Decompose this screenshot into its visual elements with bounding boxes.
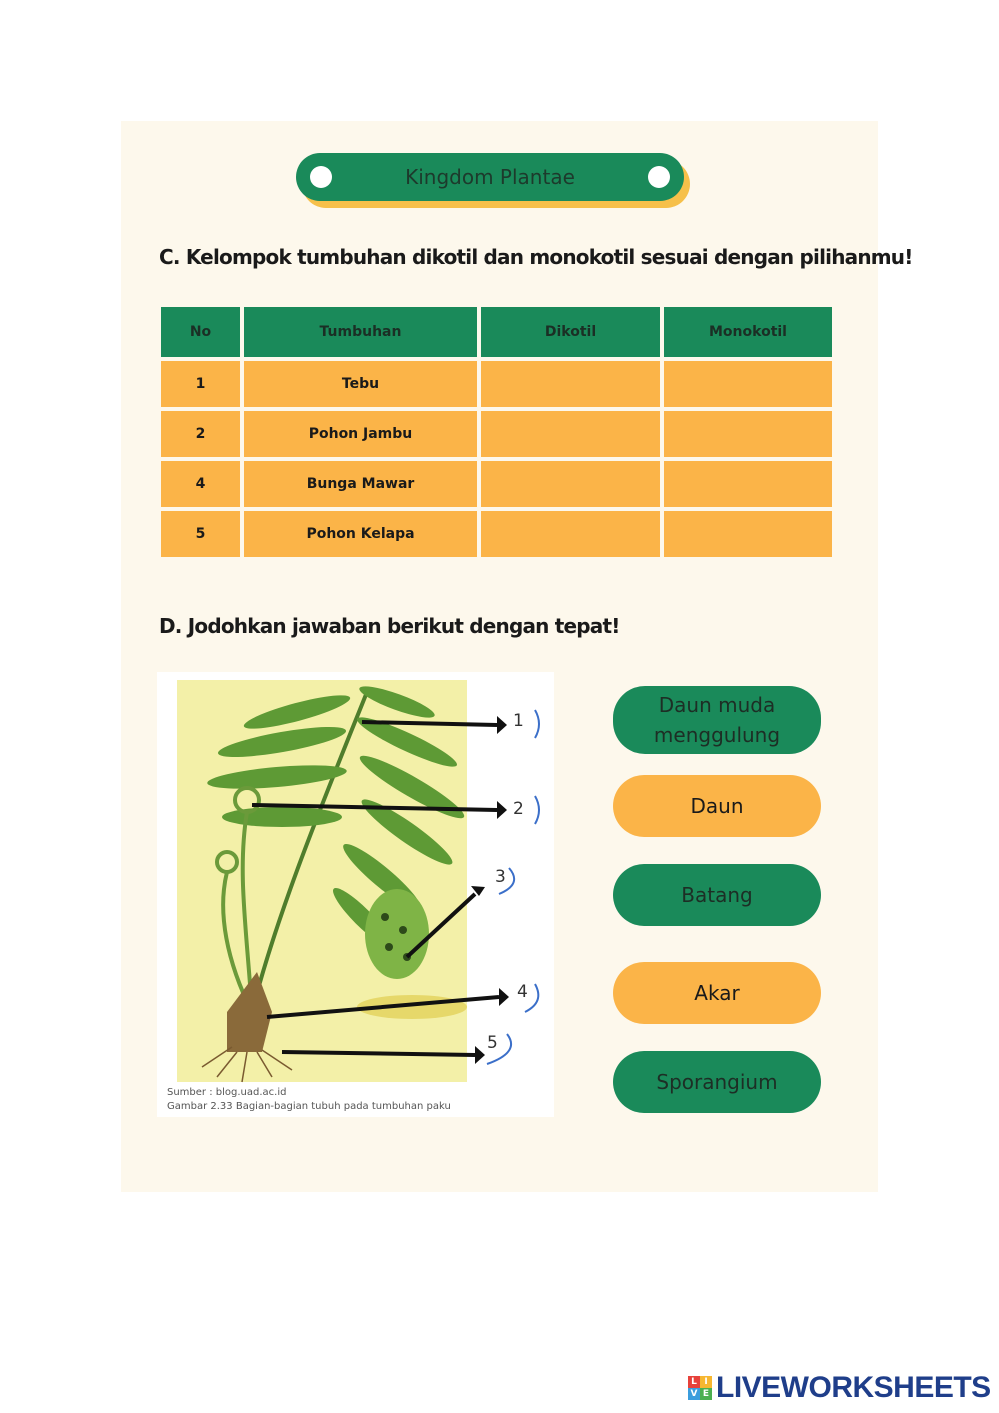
section-d-heading: D. Jodohkan jawaban berikut dengan tepat! [159, 614, 620, 638]
table-row [161, 361, 832, 407]
header-tumbuhan: Tumbuhan [244, 307, 477, 357]
table-header-row [161, 307, 832, 357]
option-daun-muda-menggulung[interactable]: Daun muda menggulung [613, 686, 821, 754]
answer-brackets [487, 710, 539, 1064]
dikotil-answer-cell[interactable] [481, 461, 660, 507]
row-plant-name: Pohon Jambu [244, 411, 477, 457]
table-row [161, 511, 832, 557]
dikotil-answer-cell[interactable] [481, 361, 660, 407]
option-daun[interactable]: Daun [613, 775, 821, 837]
row-plant-name: Pohon Kelapa [244, 511, 477, 557]
page-title: Kingdom Plantae [405, 165, 575, 189]
dikotil-answer-cell[interactable] [481, 511, 660, 557]
table-row [161, 411, 832, 457]
monokotil-answer-cell[interactable] [664, 511, 832, 557]
part-label-4: 4 [517, 982, 528, 1002]
fern-diagram [157, 672, 554, 1117]
fern-illustration [157, 672, 554, 1117]
part-label-1: 1 [513, 711, 524, 731]
title-banner [296, 153, 684, 201]
row-plant-name: Tebu [244, 361, 477, 407]
sporangia-pinna [365, 889, 429, 979]
pointer-arrowheads [471, 716, 509, 1064]
row-number: 1 [161, 361, 240, 407]
banner-dot-right [648, 166, 670, 188]
brand-name: LIVEWORKSHEETS [716, 1371, 991, 1404]
row-number: 5 [161, 511, 240, 557]
dikotil-answer-cell[interactable] [481, 411, 660, 457]
part-label-2: 2 [513, 799, 524, 819]
liveworksheets-logo-icon: L I V E [688, 1376, 712, 1400]
classification-table [157, 303, 836, 561]
header-no: No [161, 307, 240, 357]
row-plant-name: Bunga Mawar [244, 461, 477, 507]
liveworksheets-logo[interactable] [688, 1371, 991, 1405]
section-c-heading: C. Kelompok tumbuhan dikotil dan monokotil sesuai dengan pilihanmu! [159, 245, 913, 269]
figure-source: Sumber : blog.uad.ac.id [167, 1087, 287, 1098]
part-number-labels [487, 711, 528, 1053]
header-dikotil: Dikotil [481, 307, 660, 357]
row-number: 2 [161, 411, 240, 457]
monokotil-answer-cell[interactable] [664, 411, 832, 457]
banner-dot-left [310, 166, 332, 188]
figure-caption: Gambar 2.33 Bagian-bagian tubuh pada tumbuhan paku [167, 1101, 451, 1112]
monokotil-answer-cell[interactable] [664, 361, 832, 407]
part-label-5: 5 [487, 1033, 498, 1053]
option-batang[interactable]: Batang [613, 864, 821, 926]
option-sporangium[interactable]: Sporangium [613, 1051, 821, 1113]
monokotil-answer-cell[interactable] [664, 461, 832, 507]
part-label-3: 3 [495, 867, 506, 887]
header-monokotil: Monokotil [664, 307, 832, 357]
table-row [161, 461, 832, 507]
option-akar[interactable]: Akar [613, 962, 821, 1024]
row-number: 4 [161, 461, 240, 507]
